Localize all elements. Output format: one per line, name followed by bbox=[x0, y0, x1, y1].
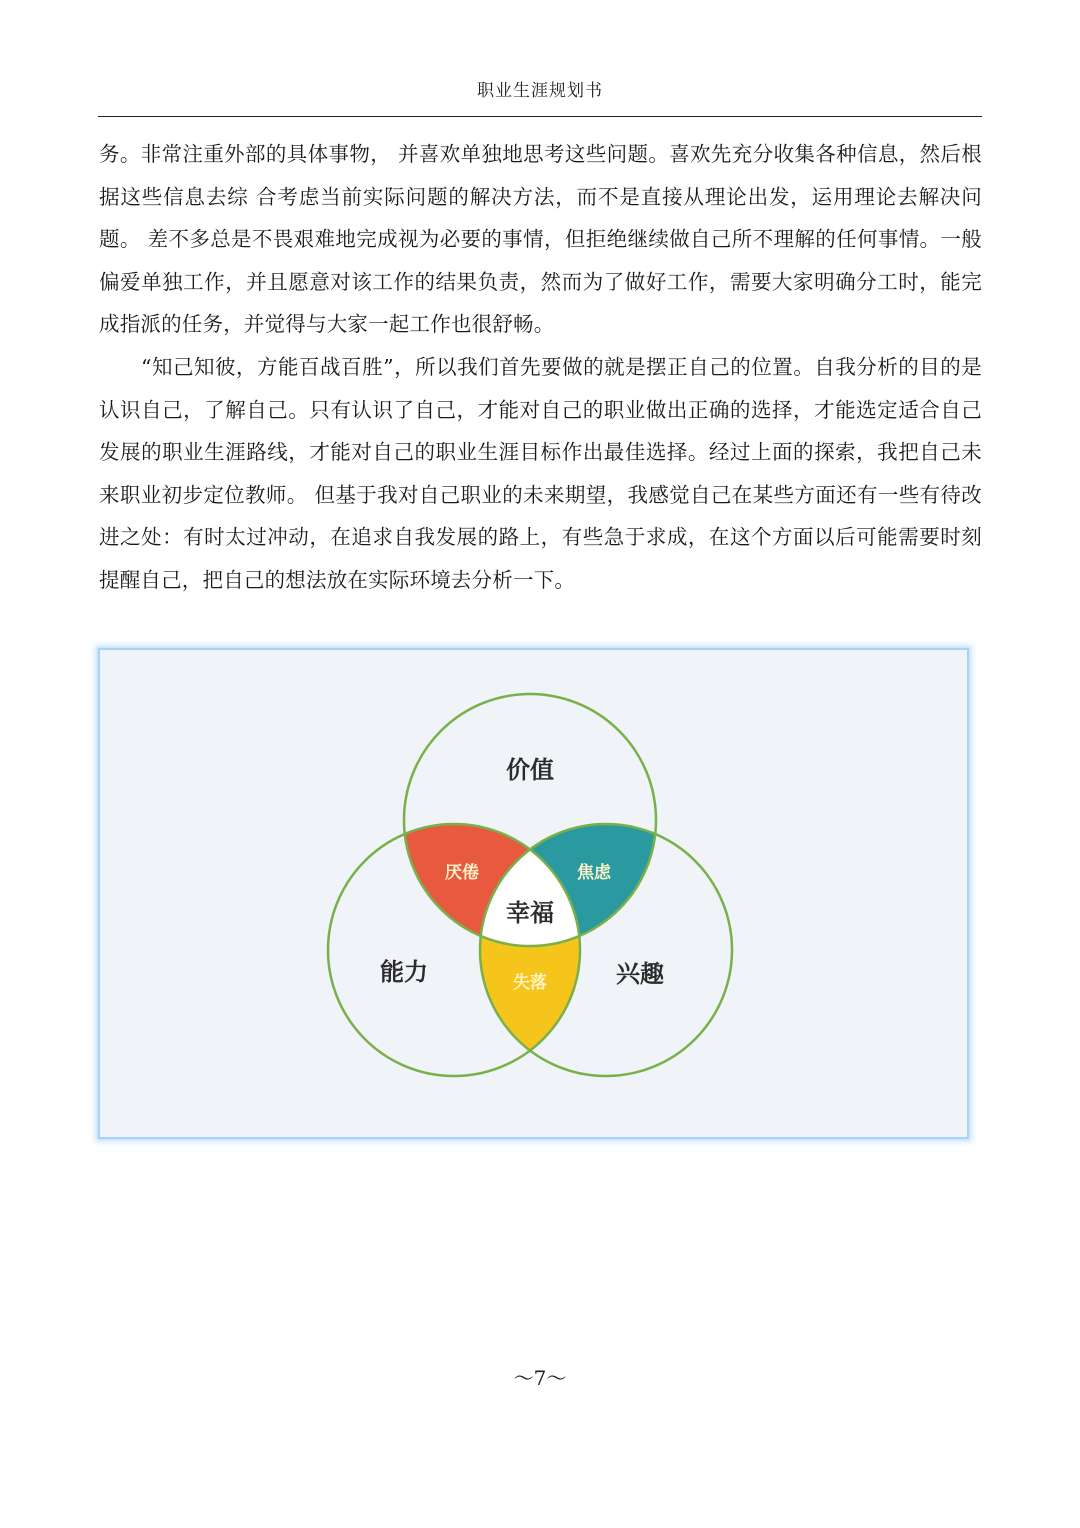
page-number: ～7～ bbox=[513, 1366, 567, 1390]
paragraph-continued: 务。非常注重外部的具体事物， 并喜欢单独地思考这些问题。喜欢先充分收集各种信息，然后根据这些信息去综 合考虑当前实际问题的解决方法，而不是直接从理论出发，运用理论去解决问题。 差不多总是不畏艰难地完成视为必要的事情，但拒绝继续做自己所不理解的任何事情。一般偏爱单独工作，并且愿意对该工作的结果负责，然而为了做好工作，需要大家明确分工时，能完成指派的任务，并觉得与大家一起工作也很舒畅。 bbox=[99, 142, 982, 337]
label-right-interest: 兴趣 bbox=[616, 960, 664, 988]
venn-diagram-figure bbox=[98, 648, 969, 1139]
label-overlap-anxiety: 焦虑 bbox=[577, 863, 611, 883]
page-header-title: 职业生涯规划书 bbox=[477, 81, 603, 101]
label-center-happiness: 幸福 bbox=[506, 899, 554, 927]
body-text bbox=[99, 133, 982, 602]
venn-diagram bbox=[100, 650, 967, 1137]
label-top-value: 价值 bbox=[506, 756, 554, 784]
label-overlap-boredom: 厌倦 bbox=[445, 863, 479, 883]
paragraph-self-analysis: “知己知彼，方能百战百胜”，所以我们首先要做的就是摆正自己的位置。自我分析的目的是认识自己，了解自己。只有认识了自己，才能对自己的职业做出正确的选择，才能选定适合自己发展的职业生涯路线，才能对自己的职业生涯目标作出最佳选择。经过上面的探索，我把自己未来职业初步定位教师。 但基于我对自己职业的未来期望，我感觉自己在某些方面还有一些有待改进之处：有时太过冲动，在追求自我发展的路上，有些急于求成，在这个方面以后可能需要时刻提醒自己，把自己的想法放在实际环境去分析一下。 bbox=[99, 354, 982, 592]
header-divider bbox=[98, 116, 982, 117]
label-overlap-loss: 失落 bbox=[513, 973, 547, 993]
label-left-ability: 能力 bbox=[380, 958, 428, 986]
